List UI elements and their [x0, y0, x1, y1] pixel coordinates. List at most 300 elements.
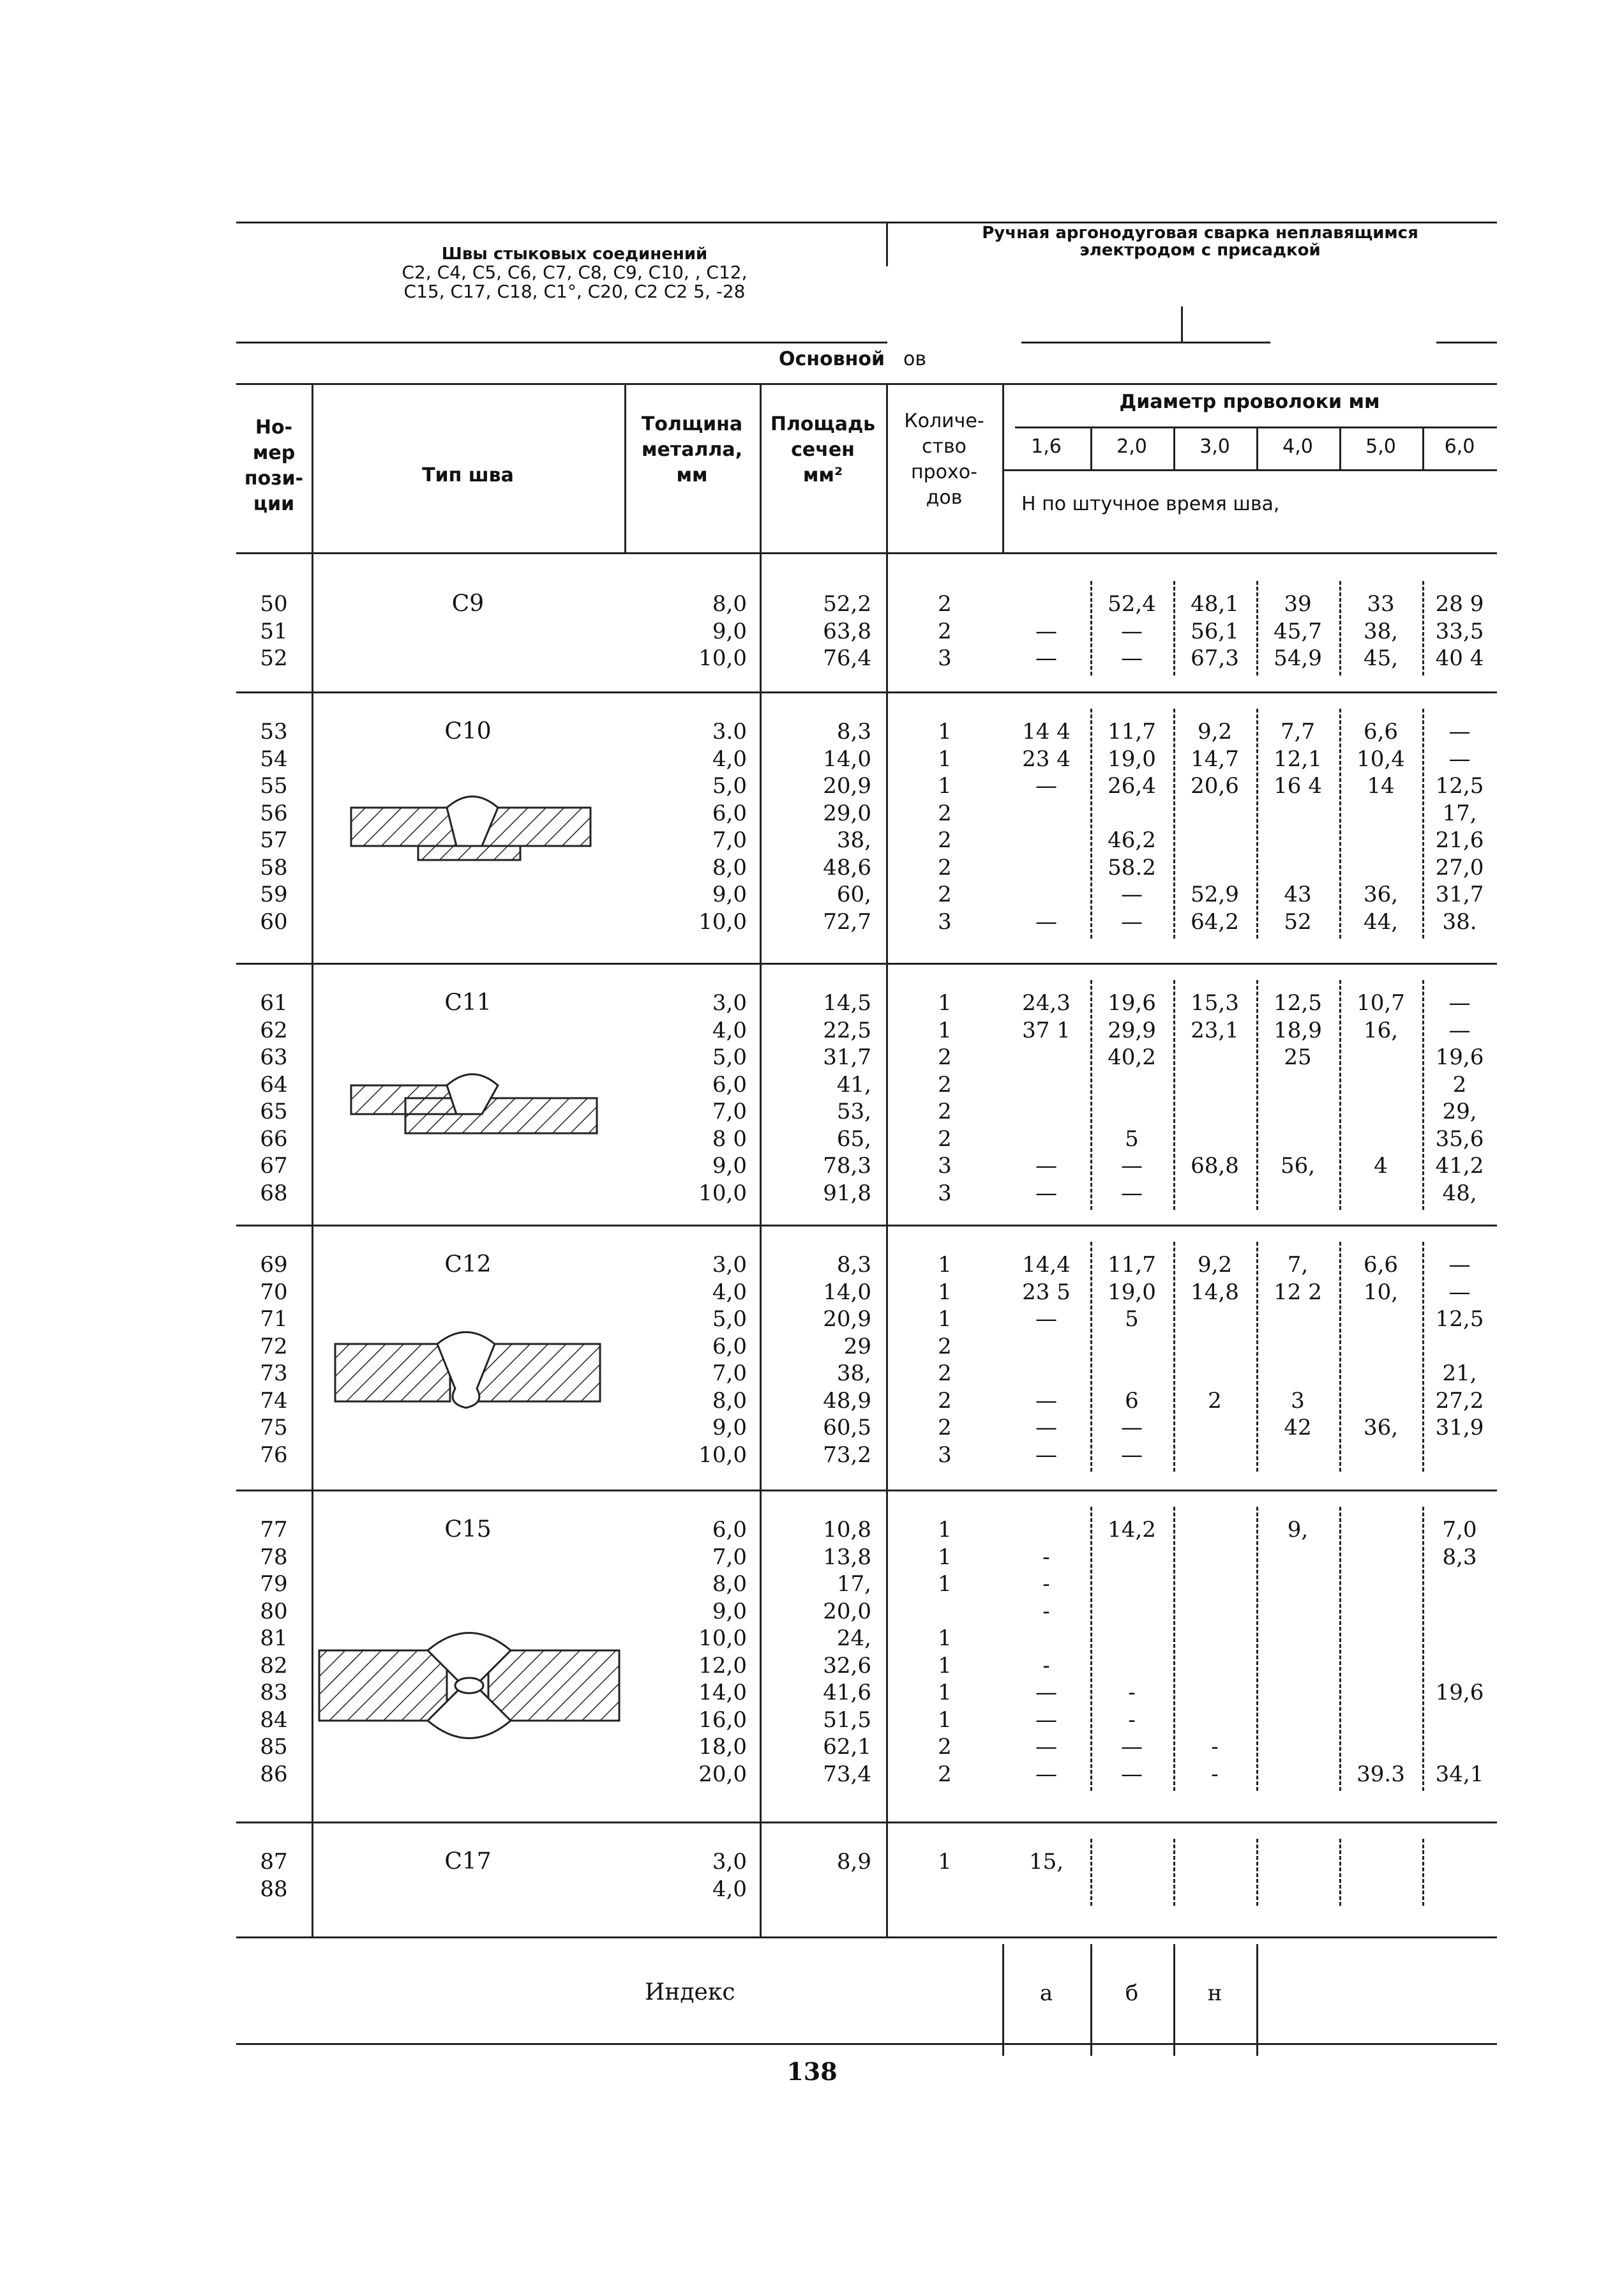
norm-time-value — [1339, 1598, 1422, 1626]
norm-time-value — [1173, 1180, 1256, 1207]
metal-thickness: 10,0 — [698, 645, 747, 671]
pass-count: 2 — [938, 1071, 952, 1098]
norm-time-value — [1173, 827, 1256, 854]
pass-count: 1 — [938, 1707, 952, 1733]
left-header-line2: С2, С4, С5, С6, С7, С8, С9, С10, , С12, — [402, 262, 748, 283]
position-number: 69 — [260, 1252, 288, 1278]
position-number-column — [236, 718, 312, 935]
position-number: 84 — [260, 1707, 288, 1733]
norm-time-value — [1173, 1679, 1256, 1707]
norm-time-value — [1256, 1571, 1339, 1598]
section-area: 73,2 — [823, 1442, 871, 1468]
position-number: 67 — [260, 1153, 288, 1179]
col-header-passes: Количе- ство прохо- дов — [904, 410, 984, 509]
norm-time-value: 16, — [1363, 1017, 1399, 1043]
norm-time-value: 23 5 — [1022, 1279, 1071, 1305]
position-number: 70 — [260, 1279, 288, 1305]
position-number: 58 — [260, 854, 288, 880]
norm-time-value: — — [1035, 1707, 1057, 1733]
section-area: 38, — [836, 827, 871, 853]
norm-time-column — [1002, 1848, 1090, 1903]
norm-time-value — [1173, 1625, 1256, 1652]
norm-time-value — [1173, 1876, 1256, 1903]
norm-time-value: 18,9 — [1274, 1017, 1322, 1043]
norm-time-column — [1256, 718, 1339, 935]
norm-time-value: 56, — [1280, 1153, 1316, 1179]
norm-time-value: 8,3 — [1442, 1544, 1477, 1570]
norm-time-value — [1090, 1571, 1173, 1598]
pass-count: 1 — [938, 1652, 952, 1679]
metal-thickness: 9,0 — [712, 618, 747, 644]
norm-time-value — [1256, 1876, 1339, 1903]
norm-time-column — [1339, 1516, 1422, 1788]
norm-time-value — [1339, 1876, 1422, 1903]
norm-time-value: — — [1035, 1761, 1057, 1787]
norm-time-value: - — [1211, 1734, 1219, 1760]
weld-type-label: С9 — [451, 591, 485, 617]
section-area: 51,5 — [823, 1707, 871, 1733]
col-header-diameter: Диаметр проволоки мм — [1119, 391, 1380, 413]
norm-time-value — [1002, 827, 1090, 854]
index-value-a: а — [1039, 1981, 1053, 2006]
section-area: 14,0 — [823, 746, 871, 772]
norm-time-value: 27,2 — [1435, 1387, 1484, 1414]
metal-thickness: 9,0 — [712, 1415, 747, 1440]
metal-thickness: 20,0 — [698, 1761, 747, 1787]
position-number-column — [236, 1516, 312, 1788]
position-number: 59 — [260, 882, 288, 907]
norm-time-value: 14,4 — [1022, 1252, 1071, 1278]
norm-time-value: 19,6 — [1435, 1680, 1484, 1705]
norm-time-value — [1173, 1126, 1256, 1153]
page-number: 138 — [786, 2057, 838, 2086]
pass-count: 3 — [938, 1442, 952, 1468]
norm-time-value: 28 9 — [1435, 591, 1484, 617]
norm-time-value — [1002, 1044, 1090, 1071]
section-area: 73,4 — [823, 1761, 871, 1787]
norm-time-value — [1002, 881, 1090, 909]
norm-time-value — [1256, 1333, 1339, 1361]
norm-time-value — [1422, 1333, 1497, 1361]
norm-time-value: 35,6 — [1435, 1126, 1484, 1152]
pass-count: 1 — [938, 1517, 952, 1543]
norm-time-value: 3 — [1291, 1387, 1305, 1414]
norm-time-value: — — [1035, 645, 1057, 671]
norm-time-value: 11,7 — [1108, 719, 1156, 744]
norm-time-value: 6,6 — [1363, 719, 1399, 744]
position-number: 68 — [260, 1180, 288, 1206]
norm-time-value: — — [1121, 1415, 1143, 1440]
norm-time-value — [1422, 1625, 1497, 1652]
norm-time-value: 27,0 — [1435, 854, 1484, 880]
norm-time-value — [1339, 1126, 1422, 1153]
metal-thickness: 9,0 — [712, 1153, 747, 1179]
index-value-n: н — [1207, 1981, 1222, 2006]
metal-thickness: 10,0 — [698, 909, 747, 935]
norm-time-value — [1002, 591, 1090, 618]
norm-time-value: — — [1035, 1442, 1057, 1468]
norm-time-value — [1002, 800, 1090, 827]
diameter-header: 1,6 — [1031, 435, 1062, 458]
norm-time-value — [1090, 1876, 1173, 1903]
norm-time-column — [1256, 990, 1339, 1207]
norm-time-value — [1339, 1071, 1422, 1099]
pass-count: 1 — [938, 1279, 952, 1305]
section-area: 14,0 — [823, 1279, 871, 1305]
norm-time-value: — — [1121, 1180, 1143, 1206]
norm-time-value: 12,5 — [1274, 990, 1322, 1016]
norm-time-value — [1339, 1387, 1422, 1415]
norm-time-value: 7, — [1287, 1252, 1309, 1278]
norm-time-column — [1173, 990, 1256, 1207]
norm-time-value: 38, — [1363, 618, 1399, 644]
norm-time-value — [1002, 1098, 1090, 1126]
norm-time-value: — — [1448, 1279, 1471, 1305]
right-header — [919, 225, 1481, 260]
position-number: 79 — [260, 1571, 288, 1597]
weld-type-label: С10 — [444, 718, 492, 744]
subheader-right: ов — [903, 348, 927, 370]
norm-time-value — [1002, 1071, 1090, 1099]
metal-thickness: 18,0 — [698, 1734, 747, 1760]
section-area: 8,3 — [836, 1252, 871, 1278]
index-value-b: б — [1125, 1981, 1139, 2006]
norm-time-value — [1090, 1544, 1173, 1571]
position-number: 78 — [260, 1544, 288, 1570]
norm-time-value: 26,4 — [1108, 773, 1156, 799]
weld-diagram-c10 — [345, 792, 600, 887]
pass-count: 1 — [938, 1544, 952, 1570]
metal-thickness: 12,0 — [698, 1652, 747, 1679]
norm-time-value: - — [1042, 1652, 1050, 1679]
pass-count: 2 — [938, 882, 952, 907]
right-header-title-2: электродом с присадкой — [1079, 241, 1321, 260]
position-number-column — [236, 1848, 312, 1903]
norm-time-value: 23,1 — [1191, 1017, 1239, 1043]
weld-diagram-c12 — [329, 1328, 610, 1417]
weld-type-label: С12 — [444, 1251, 492, 1278]
position-number-column — [236, 591, 312, 672]
section-area: 8,3 — [836, 719, 871, 744]
metal-thickness: 4,0 — [712, 1876, 747, 1902]
pass-count: 2 — [938, 827, 952, 853]
section-area: 62,1 — [823, 1734, 871, 1760]
norm-time-value: 10,4 — [1357, 746, 1405, 772]
norm-time-value: — — [1035, 909, 1057, 935]
pass-count: 1 — [938, 746, 952, 772]
metal-thickness: 6,0 — [712, 1333, 747, 1359]
norm-time-value: 43 — [1284, 882, 1312, 907]
metal-thickness: 5,0 — [712, 1045, 747, 1070]
norm-time-column — [1002, 1251, 1090, 1468]
norm-time-value — [1173, 1516, 1256, 1544]
pass-count: 2 — [938, 1126, 952, 1152]
norm-time-column — [1173, 591, 1256, 672]
norm-time-column — [1090, 1848, 1173, 1903]
norm-time-value: — — [1448, 719, 1471, 744]
position-number: 63 — [260, 1045, 288, 1070]
pass-count: 2 — [938, 1099, 952, 1124]
subheader-left: Основной — [779, 348, 885, 370]
position-number: 76 — [260, 1442, 288, 1468]
norm-time-value — [1256, 1733, 1339, 1761]
norm-time-value: 9,2 — [1197, 719, 1233, 744]
position-number-column — [236, 1251, 312, 1468]
norm-time-value: 34,1 — [1435, 1761, 1484, 1787]
norm-time-value: 19,6 — [1108, 990, 1156, 1016]
norm-time-column — [1256, 591, 1339, 672]
section-area: 72,7 — [823, 909, 871, 935]
norm-time-column — [1422, 591, 1497, 672]
position-number: 83 — [260, 1680, 288, 1705]
pass-count: 1 — [938, 1571, 952, 1597]
norm-time-value: 16 4 — [1274, 773, 1322, 799]
norm-time-value — [1256, 1180, 1339, 1207]
pass-count: 1 — [938, 1306, 952, 1332]
norm-time-column — [1422, 1848, 1497, 1903]
norm-time-value: 9, — [1287, 1517, 1309, 1543]
pass-count: 1 — [938, 773, 952, 799]
norm-time-value — [1173, 1044, 1256, 1071]
norm-time-value: - — [1128, 1680, 1136, 1705]
norm-time-value: 52,4 — [1108, 591, 1156, 617]
position-number: 85 — [260, 1734, 288, 1760]
norm-time-value: 45, — [1363, 645, 1399, 671]
norm-time-value — [1339, 1625, 1422, 1652]
norm-time-value: - — [1042, 1544, 1050, 1570]
pass-count: 3 — [938, 1180, 952, 1206]
norm-time-value: — — [1035, 1680, 1057, 1705]
norm-time-value — [1173, 1544, 1256, 1571]
right-header-title-1: Ручная аргонодуговая сварка неплавящимся — [982, 223, 1418, 243]
pass-count: 1 — [938, 990, 952, 1016]
diameter-header: 5,0 — [1365, 435, 1396, 458]
norm-time-value: 52,9 — [1191, 882, 1239, 907]
section-area-column — [766, 1848, 871, 1903]
section-area: 29 — [843, 1333, 871, 1359]
pass-count: 2 — [938, 1415, 952, 1440]
metal-thickness: 3,0 — [712, 990, 747, 1016]
metal-thickness: 3.0 — [712, 719, 747, 744]
norm-time-value: — — [1035, 1734, 1057, 1760]
norm-time-value: 58.2 — [1108, 854, 1156, 880]
norm-time-value: — — [1035, 1387, 1057, 1414]
norm-time-value: 36, — [1363, 1415, 1399, 1440]
section-area: 24, — [836, 1626, 871, 1651]
pass-count: 1 — [938, 1017, 952, 1043]
norm-time-value: 44, — [1363, 909, 1399, 935]
metal-thickness-column — [638, 1251, 747, 1468]
pass-count: 2 — [938, 1387, 952, 1414]
norm-time-value — [1339, 854, 1422, 882]
metal-thickness: 8,0 — [712, 854, 747, 880]
pass-count: 3 — [938, 1153, 952, 1179]
pass-count-column — [894, 718, 996, 935]
left-header — [294, 246, 855, 301]
norm-time-value: 14 — [1367, 773, 1395, 799]
norm-time-value — [1090, 1625, 1173, 1652]
position-number: 73 — [260, 1361, 288, 1386]
norm-time-value: 12,5 — [1435, 773, 1484, 799]
pass-count: 2 — [938, 1045, 952, 1070]
metal-thickness: 7,0 — [712, 827, 747, 853]
metal-thickness-column — [638, 718, 747, 935]
position-number: 81 — [260, 1626, 288, 1651]
norm-time-value — [1339, 1180, 1422, 1207]
norm-time-column — [1002, 990, 1090, 1207]
norm-time-value — [1256, 1848, 1339, 1876]
norm-time-value: - — [1042, 1598, 1050, 1624]
pass-count — [894, 1598, 996, 1626]
left-header-line3: С15, С17, С18, С1°, С20, С2 С2 5, -28 — [403, 280, 746, 302]
index-label: Индекс — [645, 1979, 735, 2005]
norm-time-value — [1339, 1544, 1422, 1571]
section-area: 14,5 — [823, 990, 871, 1016]
metal-thickness: 10,0 — [698, 1626, 747, 1651]
pass-count: 2 — [938, 1333, 952, 1359]
norm-time-value: 6,6 — [1363, 1252, 1399, 1278]
norm-time-value — [1422, 1652, 1497, 1680]
norm-time-value — [1339, 827, 1422, 854]
pass-count-column — [894, 591, 996, 672]
section-area: 76,4 — [823, 645, 871, 671]
position-number: 61 — [260, 990, 288, 1016]
norm-time-value — [1173, 1848, 1256, 1876]
metal-thickness: 6,0 — [712, 1517, 747, 1543]
section-area: 10,8 — [823, 1517, 871, 1543]
metal-thickness: 3,0 — [712, 1252, 747, 1278]
pass-count: 1 — [938, 719, 952, 744]
section-area: 65, — [836, 1126, 871, 1152]
norm-time-value — [1173, 1098, 1256, 1126]
section-area: 48,6 — [823, 854, 871, 880]
norm-time-value: 39 — [1284, 591, 1312, 617]
norm-time-value: 7,0 — [1442, 1517, 1477, 1543]
metal-thickness: 4,0 — [712, 1017, 747, 1043]
norm-time-value: 5 — [1125, 1126, 1139, 1152]
norm-time-value — [1256, 1544, 1339, 1571]
norm-time-value — [1090, 1098, 1173, 1126]
norm-time-value: 4 — [1374, 1153, 1388, 1179]
norm-time-value: 24,3 — [1022, 990, 1071, 1016]
norm-time-value — [1090, 1652, 1173, 1680]
metal-thickness: 4,0 — [712, 1279, 747, 1305]
norm-time-value — [1422, 1848, 1497, 1876]
norm-time-value — [1256, 1360, 1339, 1387]
position-number: 55 — [260, 773, 288, 799]
norm-time-column — [1090, 1251, 1173, 1468]
norm-time-value — [1256, 1652, 1339, 1680]
section-area: 20,9 — [823, 773, 871, 799]
norm-time-value: 14,2 — [1108, 1517, 1156, 1543]
metal-thickness: 4,0 — [712, 746, 747, 772]
norm-time-column — [1339, 990, 1422, 1207]
norm-time-value: 29,9 — [1108, 1017, 1156, 1043]
norm-time-value — [1256, 1679, 1339, 1707]
norm-time-column — [1256, 1251, 1339, 1468]
metal-thickness-column — [638, 1848, 747, 1903]
metal-thickness: 14,0 — [698, 1680, 747, 1705]
position-number: 51 — [260, 618, 288, 644]
norm-time-value: 21, — [1442, 1361, 1477, 1386]
norm-time-value: — — [1121, 1442, 1143, 1468]
left-header-title: Швы стыковых соединений — [441, 245, 708, 264]
metal-thickness: 9,0 — [712, 882, 747, 907]
norm-time-value — [1173, 1571, 1256, 1598]
norm-time-value: — — [1121, 618, 1143, 644]
norm-time-value: - — [1042, 1571, 1050, 1597]
position-number: 71 — [260, 1306, 288, 1332]
norm-time-value: — — [1035, 1306, 1057, 1332]
metal-thickness: 5,0 — [712, 1306, 747, 1332]
norm-time-column — [1090, 591, 1173, 672]
norm-time-value — [1002, 1516, 1090, 1544]
norm-time-value — [1090, 1360, 1173, 1387]
section-area: 38, — [836, 1361, 871, 1386]
norm-time-value — [1002, 1625, 1090, 1652]
metal-thickness: 10,0 — [698, 1442, 747, 1468]
norm-time-value — [1339, 800, 1422, 827]
pass-count-column — [894, 990, 996, 1207]
norm-time-value: 54,9 — [1274, 645, 1322, 671]
norm-time-value: 19,0 — [1108, 1279, 1156, 1305]
position-number: 56 — [260, 800, 288, 826]
position-number: 57 — [260, 827, 288, 853]
metal-thickness: 8,0 — [712, 1387, 747, 1414]
norm-time-column — [1422, 990, 1497, 1207]
position-number-column — [236, 990, 312, 1207]
norm-time-value: 46,2 — [1108, 827, 1156, 853]
section-area: 52,2 — [823, 591, 871, 617]
metal-thickness-column — [638, 591, 747, 672]
pass-count: 1 — [938, 1849, 952, 1875]
norm-time-value: 48, — [1442, 1180, 1477, 1206]
norm-time-value: 68,8 — [1191, 1153, 1239, 1179]
norm-time-value — [1173, 1360, 1256, 1387]
norm-time-value: 38. — [1442, 909, 1477, 935]
diameter-header: 6,0 — [1444, 435, 1475, 458]
pass-count: 1 — [938, 1680, 952, 1705]
metal-thickness: 6,0 — [712, 800, 747, 826]
metal-thickness: 7,0 — [712, 1361, 747, 1386]
norm-time-column — [1002, 1516, 1090, 1788]
norm-time-value — [1422, 1876, 1497, 1903]
metal-thickness: 3,0 — [712, 1849, 747, 1875]
metal-thickness: 6,0 — [712, 1071, 747, 1098]
norm-time-value: 14,8 — [1191, 1279, 1239, 1305]
norm-time-value: 21,6 — [1435, 827, 1484, 853]
pass-count: 2 — [938, 618, 952, 644]
norm-time-value — [1339, 1516, 1422, 1544]
norm-time-value: - — [1211, 1761, 1219, 1787]
norm-time-value: 42 — [1284, 1415, 1312, 1440]
norm-time-value — [1256, 1126, 1339, 1153]
norm-time-value: 20,6 — [1191, 773, 1239, 799]
norm-time-column — [1173, 1516, 1256, 1788]
norm-time-column — [1339, 591, 1422, 672]
norm-time-value — [1339, 1333, 1422, 1361]
norm-time-value: 40,2 — [1108, 1045, 1156, 1070]
section-area: 63,8 — [823, 618, 871, 644]
norm-row-label: Н по штучное время шва, — [1021, 493, 1280, 515]
norm-time-value: 9,2 — [1197, 1252, 1233, 1278]
norm-time-column — [1090, 1516, 1173, 1788]
norm-time-column — [1090, 990, 1173, 1207]
norm-time-value — [1090, 1848, 1173, 1876]
norm-time-value: 2 — [1452, 1071, 1467, 1098]
norm-time-value — [1173, 854, 1256, 882]
diameter-header: 2,0 — [1116, 435, 1147, 458]
